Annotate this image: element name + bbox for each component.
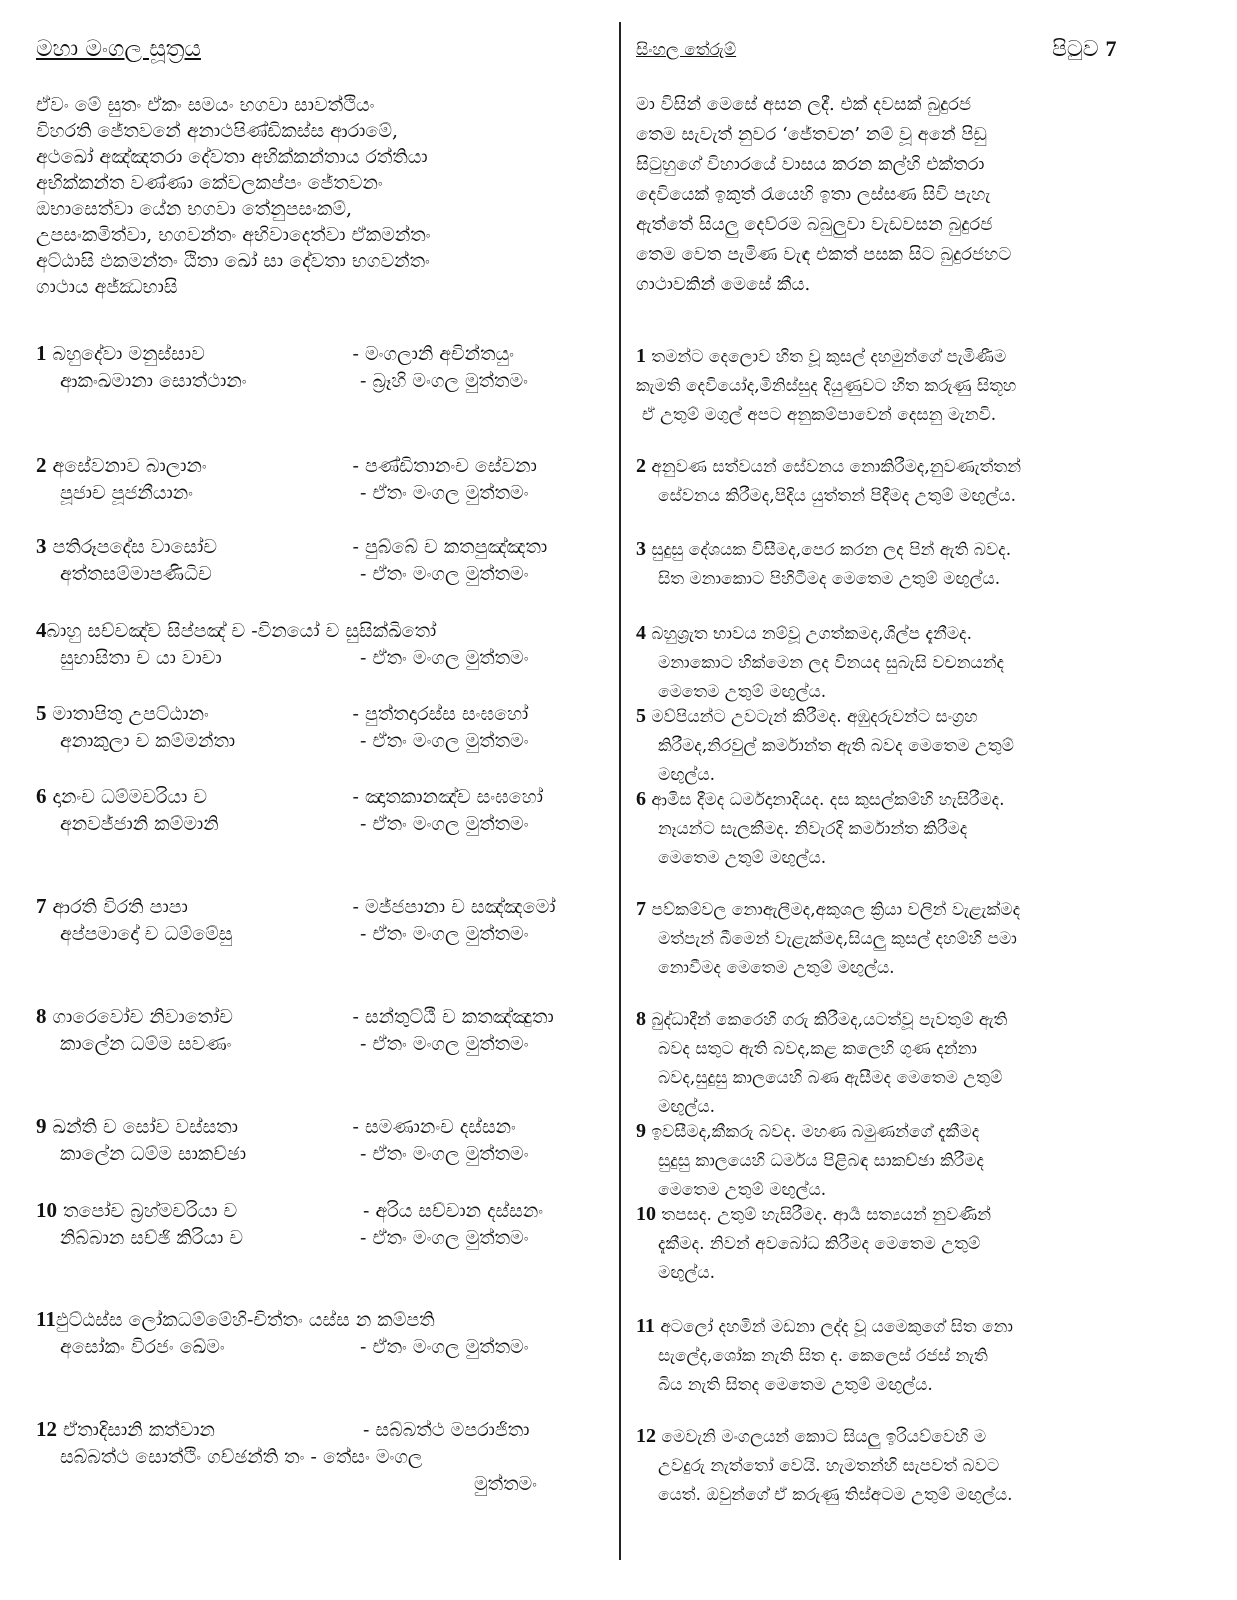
verse-number: 10 [36,1198,57,1222]
page-number [1052,36,1117,62]
pali-verse-2: 2 අසේවනාව බාලානං - පණ්ඩිතානංච සේවනා පූජාච පූජනීයානං - ඒතං මංගල මුත්තමං [36,453,537,504]
pali-verse-11: 11ඵුට්ඨස්ස ලෝකධම්මේහි-චිත්තං යස්ස න කම්පති අසෝකං විරජං ඛේමං - ඒතං මංගල මුත්තමං [36,1307,529,1358]
sinhala-intro [636,90,1011,300]
meaning-4: 4 බහුශ්‍රැත භාවය නම්වූ උගත්කමද,ශිල්ප දැනීමද. මනාකොට හික්මෙන ලද විනයද සුබැසි වචනයන්ද මෙතෙම උතුම් මඟුල්ය. [636,622,1005,702]
verse-number: 1 [36,341,47,365]
pali-verse-8: 8 ගාරෙවෝච නිවාතෝච - සන්තුට්ඨී ච කතඤ්ඤුතා කාලේන ධම්ම සවණං - ඒතං මංගල මුත්තමං [36,1004,554,1055]
pali-verse-6: 6 දානංච ධම්මචරියා ච - ඤාතකානඤ්ච සංඝහෝ අනවජ්ජානි කම්මානි - ඒතං මංගල මුත්තමං [36,784,543,835]
sinhala-intro-line: තෙම සැවැත් නුවර ‘ජේතවන’ නම් වූ අනේ පිඩු [636,124,987,145]
pali-intro-line: අට්ඨාසි ඵකමන්තං ඨිතා ඛෝ සා දේවතා භගවන්තං [36,250,430,272]
meaning-1: 1 තමන්ට දෙලොව හිත වූ කුසල් දහමුන්ගේ පැමිණීම කැමති දෙවියෝද,මිනිස්සුද දියුණුවට හිත කරුණු සිතූහ ඒ උතුම් මගුල් අපට අනුකම්පාවෙන් දෙසනු මැනවි. [636,345,1017,425]
pali-verse-5: 5 මාතාපිතු උපට්ඨානං - පුත්තදාරස්ස සංඝහෝ අනාකුලා ච කම්මන්තා - ඒතං මංගල මුත්තමං [36,701,529,752]
meaning-6: 6 ආමිස දීමද ධර්මදානාදියද. දස කුසල්කම්හි හැසිරීමද. නෑයන්ට සැලකීමද. නිවැරදි කර්මාන්ත කිරීමද මෙතෙම උතුම් මඟුල්ය. [636,788,1005,868]
pali-intro [36,92,431,300]
page-label: පිටුව [1052,37,1099,62]
pali-intro-line: අභික්කන්ත වණ්ණා කේවලකප්පං ජේතවනං [36,172,383,194]
pali-intro-line: ඔභාසෙත්වා යේන භගවා තේනුපසංකම්, [36,198,353,220]
sinhala-intro-line: දෙවියෙක් ඉකුත් රැයෙහි ඉතා ලස්සණ සිවි පැහැ [636,184,991,205]
pali-verse-3: 3 පතිරූපදේස වාසෝච - පුබ්බේ ච කතපුඤ්ඤතා අත්තසම්මාපණිධිච - ඒතං මංගල මුත්තමං [36,534,548,585]
verse-number: 3 [36,534,47,558]
pali-intro-line: ගාථාය අජ්ඣභාසි [36,276,178,298]
sinhala-intro-line: සිටුහුගේ විහාරයේ වාසය කරන කල්හි එක්තරා [636,154,985,175]
pali-intro-line: උපසංකමිත්වා, භගවන්තං අභිවාදෙත්වා ඒකමන්තං [36,224,431,246]
meaning-8: 8 බුද්ධාදීන් කෙරෙහි ගරු කිරීමද,යටත්වූ පැවතුම් ඇති බවද සතුට ඇති බවද,කළ කලෙහි ගුණ දන්නා බවද,සුදුසු කාලයෙහි බණ ඇසීමද මෙතෙම උතුම් මඟුල්ය. [636,1008,1008,1117]
sinhala-title: සිංහල තේරුම් [636,40,737,60]
sinhala-intro-line: මා විසින් මෙසේ අසන ලදී. එක් දවසක් බුදුරජ [636,94,972,115]
pali-verse-7: 7 ආරති විරති පාපා - මජ්ජපානා ච සඤ්ඤමෝ අප්පමාදෝ ච ධම්මේසු - ඒතං මංගල මුත්තමං [36,894,556,945]
sinhala-intro-line: තෙම වෙත පැමිණ වැඳ එකත් පසක සිට බුදුරජහට [636,244,1012,265]
pali-title: මහා මංගල සූත්‍රය [36,36,201,62]
meaning-7: 7 පව්කම්වල නොඇලීමද,අකුශල ක්‍රියා වලින් වැළැක්මද මත්පැන් බීමෙන් වැළැක්මද,සියලු කුසල් දහම්හි පමා නොවීමද මෙතෙම උතුම් මඟුල්ය. [636,898,1021,978]
meaning-2: 2 අනුවණ සත්වයන් සේවනය නොකිරීමද,නුවණැත්තන් සේවනය කිරීමද,පිදිය යුත්තන් පිදීමද උතුම් මඟුල්ය. [636,455,1022,506]
verse-number: 8 [36,1004,47,1028]
pali-intro-line: ඒවං මේ සුතං ඒකං සමයං භගවා සාවත්ථියං [36,94,375,116]
verse-number: 9 [36,1114,47,1138]
pali-verse-4: 4බාහු සච්චඤ්ච සිප්පඤ් ච -විනයෝ ච සුසික්ඛිතෝ සුභාසිතා ච යා වාචා - ඒතං මංගල මුත්තමං [36,618,529,669]
verse-number: 4 [36,618,47,642]
verse-number: 7 [36,894,47,918]
page-number-value: 7 [1105,36,1117,61]
meaning-10: 10 තපසද. උතුම් හැසිරීමද. ආර්‍ය සත්‍යයන් නුවණින් දැකීමද. නිවන් අවබෝධ කිරීමද මෙතෙම උතුම් මඟුල්ය. [636,1203,992,1283]
meaning-12: 12 මෙවැනි මංගලයන් කොට සියලු ඉරියව්වෙහි ම උවදුරු නැත්තෝ වෙයි. හැමතන්හි සැපවත් බවට යෙත්. ඔවුන්ගේ ඒ කරුණු තිස්අටම උතුම් මඟුල්ය. [636,1425,1013,1505]
pali-intro-line: විහරති ජේතවනේ අනාථපිණ්ඩිකස්ස ආරාමේ, [36,120,399,142]
meaning-3: 3 සුදුසු දේශයක විසීමද,පෙර කරන ලද පින් ඇති බවද. සිත මනාකොට පිහිටීමද මෙතෙම උතුම් මඟුල්ය. [636,538,1012,589]
verse-number: 11 [36,1307,56,1331]
verse-number: 5 [36,701,47,725]
meaning-9: 9 ඉවසීමද,කීකරු බවද. මහණ බමුණන්ගේ දැකීමද සුදුසු කාලයෙහි ධර්මය පිළිබඳ සාකච්ඡා කිරීමද මෙතෙම උතුම් මඟුල්ය. [636,1120,984,1200]
sinhala-intro-line: ගාථාවකින් මෙසේ කීය. [636,274,811,295]
verse-number: 2 [36,453,47,477]
pali-intro-line: අථඛෝ අඤ්ඤතරා දේවතා අභික්කන්තාය රත්තියා [36,146,428,168]
meaning-11: 11 අටලෝ දහමින් මඩනා ලද්ද වූ යමෙකුගේ සිත නො සැලේද,ශෝක නැති සිත ද. කෙලෙස් රජස් නැති බිය නැති සිතද මෙතෙම උතුම් මඟුල්ය. [636,1315,1013,1395]
sinhala-intro-line: ඇත්තේ සියලු දෙව්රම බබුලුවා වැඩවසන බුදුරජ [636,214,993,235]
verse-number: 6 [36,784,47,808]
meaning-5: 5 මව්පියන්ට උවටැන් කිරීමද. අඹුදරුවන්ට සංග්‍රහ කිරීමද,නිරවුල් කර්මාන්ත ඇති බවද මෙතෙම උතුම් මඟුල්ය. [636,705,1014,785]
column-divider [619,22,621,1560]
pali-verse-9: 9 ඛන්ති ච සෝච වස්සතා - සමණානංච දස්සනං කාලේන ධම්ම සාකච්ඡා - ඒතං මංගල මුත්තමං [36,1114,529,1165]
pali-verse-10: 10 තපෝච බ්‍රහ්මචරියා ච - අරිය සච්චාන දස්සනං නිබ්බාන සච්ඡි කිරියා ච - ඒතං මංගල මුත්තමං [36,1198,544,1249]
pali-verse-1: 1 බහුදේවා මනුස්සාව - මංගලානි අචින්තයුං ආකංඛමානා සොත්ථානං - බ්‍රෑහි මංගල මුත්තමං [36,341,528,392]
pali-verse-12: 12 ඒතාදිසානි කත්වාන - සබ්බත්ථ මපරාජිතා සබ්බත්ථ සොත්ථිං ගච්ඡන්ති තං - තේසං මංගල මුත්තමං [36,1417,538,1495]
verse-number: 12 [36,1417,57,1441]
